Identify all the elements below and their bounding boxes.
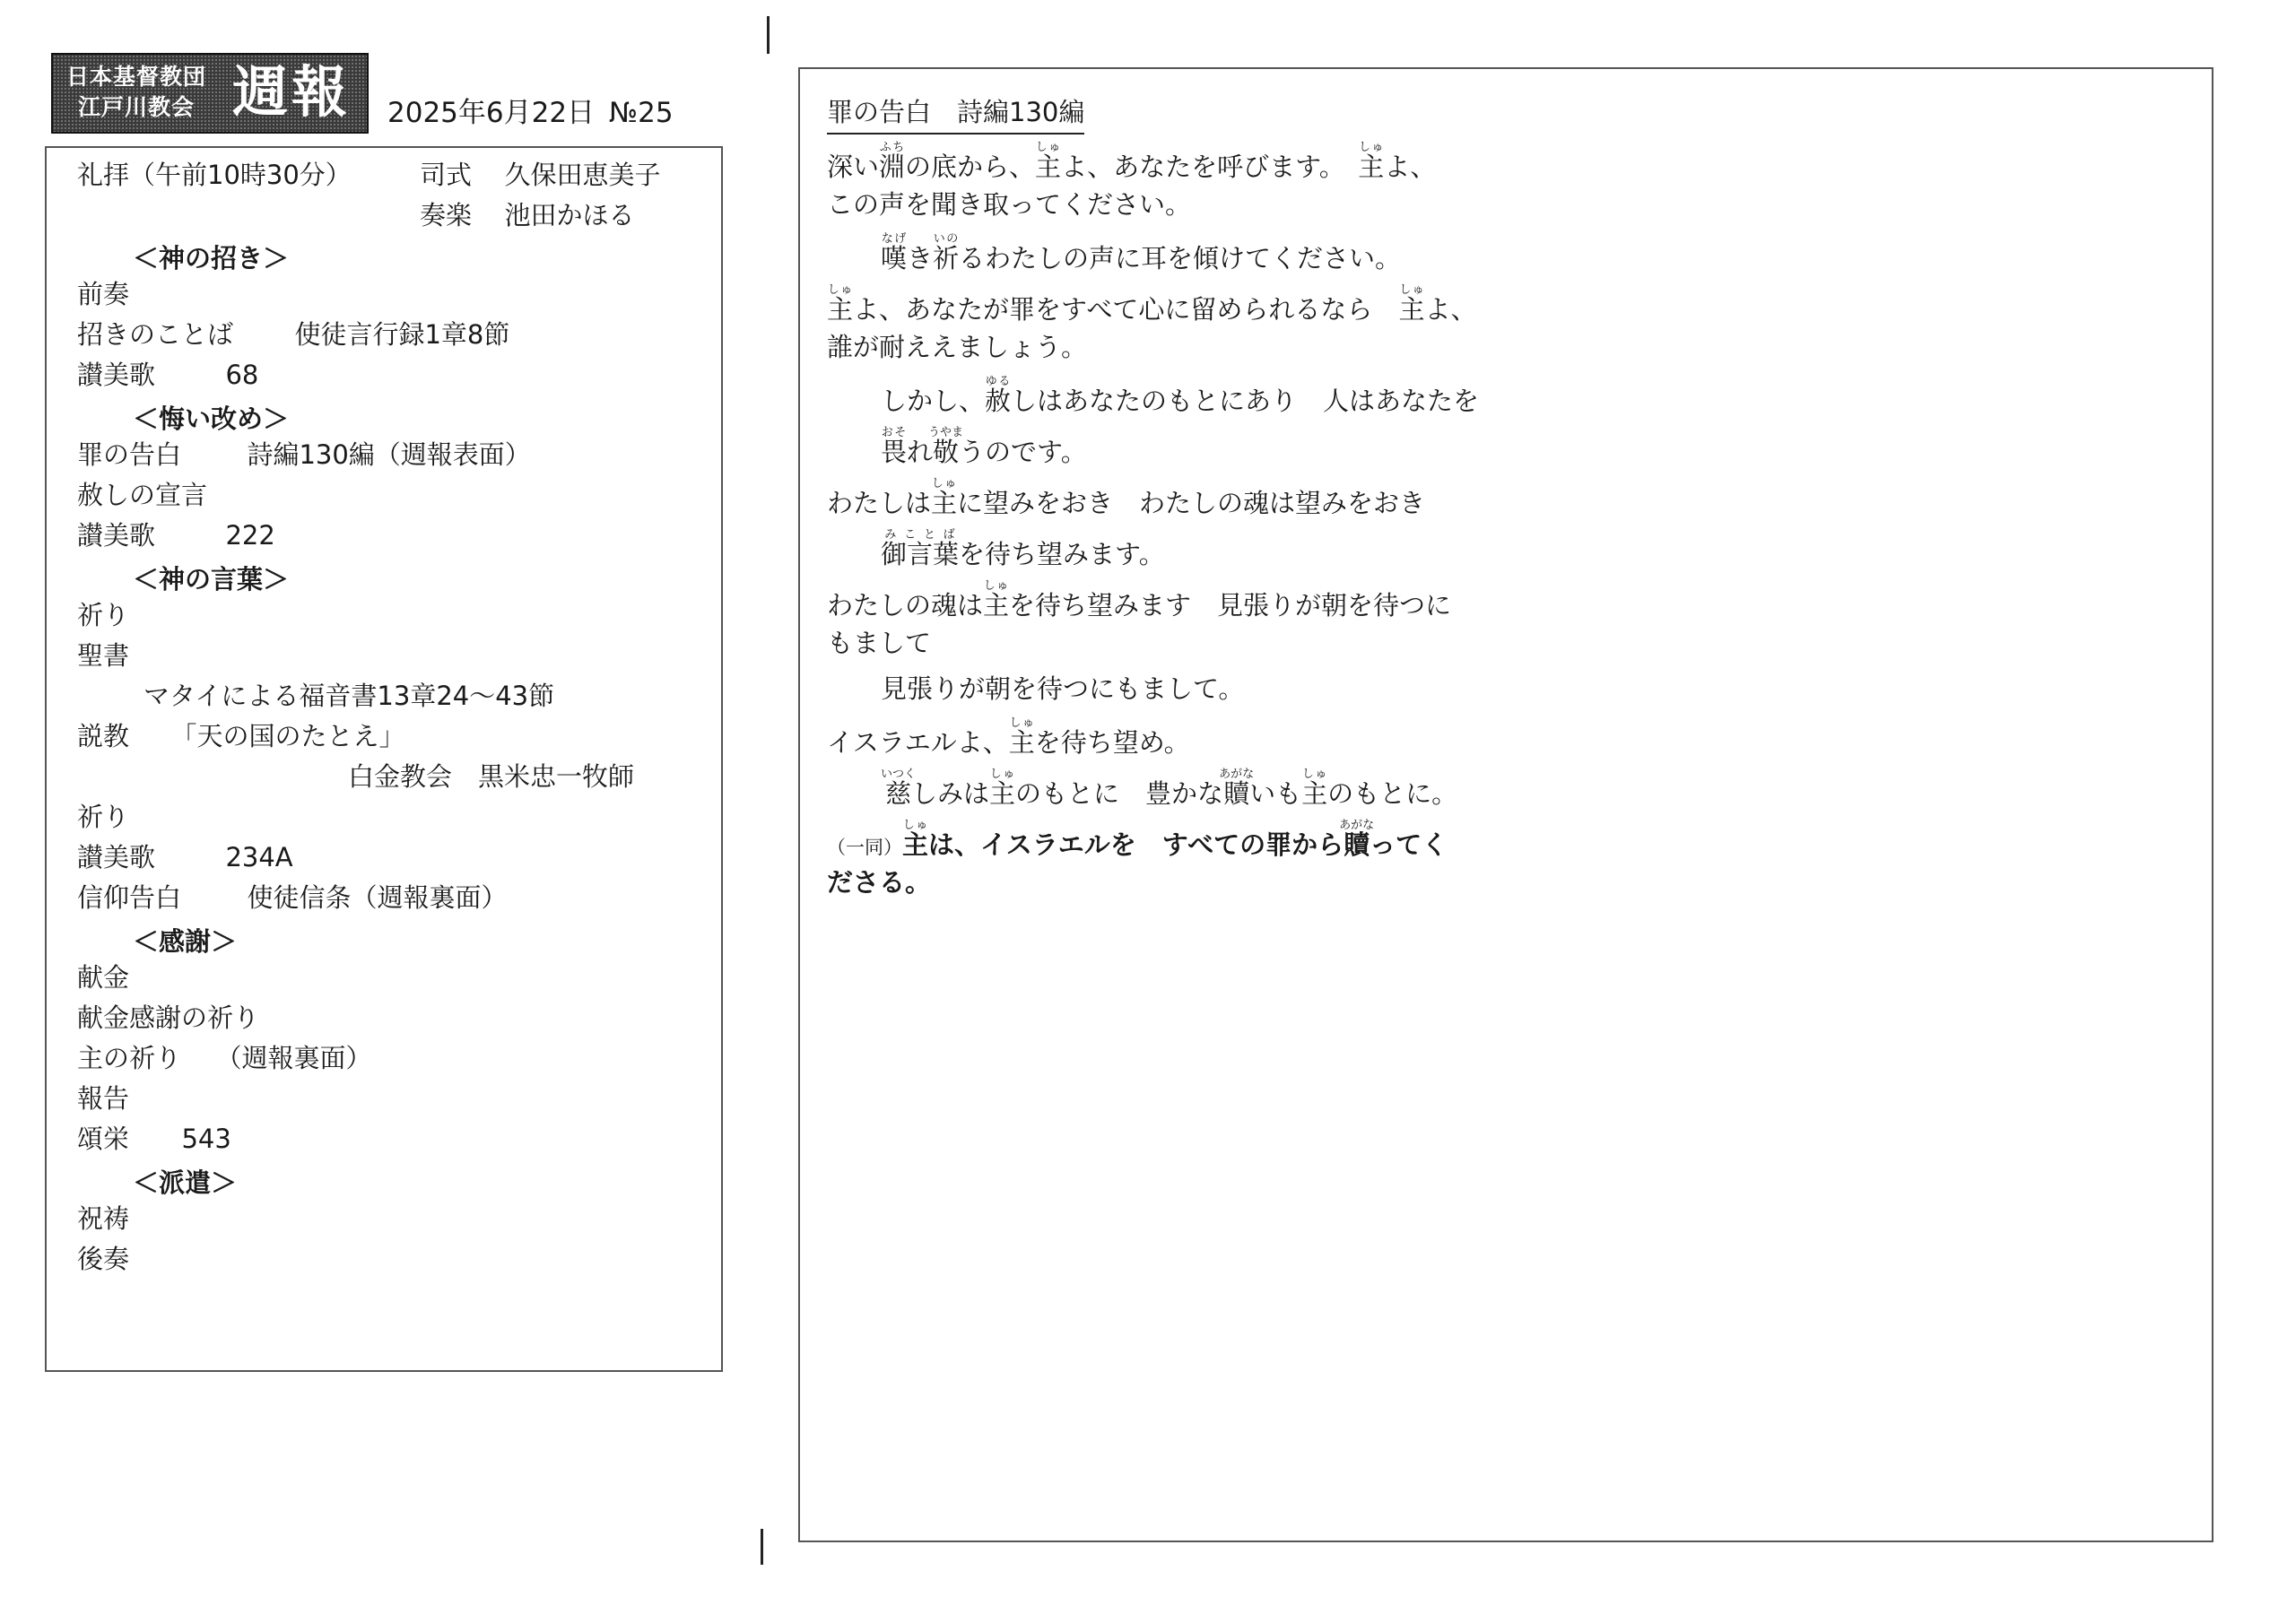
hymn-row-1: [77, 357, 258, 393]
prayer-2: 祈り: [77, 802, 130, 832]
creed-row: [77, 880, 507, 916]
hymn-number: 222: [225, 520, 275, 551]
psalm-line-7: 畏おそれ敬うやまうのです。: [881, 426, 1087, 467]
section-repentance: ＜悔い改め＞: [133, 404, 290, 434]
confession-row: [77, 437, 531, 473]
hymn-number: 68: [225, 360, 259, 390]
psalm-title: 罪の告白 詩編130編: [827, 92, 1084, 135]
benediction: 祝祷: [77, 1203, 130, 1234]
officiant-name: 久保田恵美子: [504, 160, 661, 190]
doxology: 頌栄: [77, 1124, 130, 1154]
organist-row: [420, 197, 634, 233]
psalm-line-1: 深い淵ふちの底から、主しゅよ、あなたを呼びます。 主しゅよ、: [827, 141, 1437, 182]
prayer-1: 祈り: [77, 600, 130, 630]
fold-mark-bottom: [761, 1529, 763, 1565]
doxology-number: 543: [181, 1124, 231, 1154]
psalm-line-12: 見張りが朝を待つにもまして。: [881, 673, 1245, 704]
officiant-row: [420, 157, 660, 193]
hymn-row-2: [77, 517, 275, 553]
hymn-label: 讃美歌: [77, 360, 156, 390]
doxology-row: [77, 1121, 231, 1157]
hymn-label: 讃美歌: [77, 520, 156, 551]
call-to-worship-ref: 使徒言行録1章8節: [294, 319, 510, 350]
church-name-line1: 日本基督教団: [65, 64, 206, 90]
lords-prayer-ref: （週報裏面）: [215, 1043, 372, 1073]
psalm-line-8: わたしは主しゅに望みをおき わたしの魂は望みをおき: [827, 477, 1426, 518]
psalm-line-14: 慈いつくしみは主しゅのもとに 豊かな贖あがないも主しゅのもとに。: [881, 768, 1458, 809]
psalm-line-13: イスラエルよ、主しゅを待ち望め。: [827, 716, 1190, 758]
issue-date: 2025年6月22日: [387, 97, 596, 129]
call-to-worship: 招きのことば: [77, 319, 234, 350]
creed: 信仰告白: [77, 882, 182, 913]
bulletin-title: 週報: [232, 59, 352, 125]
psalm-panel: [798, 67, 2213, 1542]
absolution: 赦しの宣言: [77, 480, 208, 510]
postlude: 後奏: [77, 1244, 130, 1274]
psalm-line-5: 誰が耐ええましょう。: [827, 332, 1088, 362]
sermon-title: 「天の国のたとえ」: [170, 721, 405, 751]
organist-name: 池田かほる: [504, 200, 635, 230]
psalm-line-4: 主しゅよ、あなたが罪をすべて心に留められるなら 主しゅよ、: [827, 283, 1477, 325]
lords-prayer-row: [77, 1040, 371, 1076]
psalm-line-3: 嘆なげき祈いのるわたしの声に耳を傾けてください。: [881, 232, 1402, 273]
psalm-line-10: わたしの魂は主しゅを待ち望みます 見張りが朝を待つに: [827, 579, 1452, 621]
lords-prayer: 主の祈り: [77, 1043, 182, 1073]
psalm-line-9: 御言葉みことばを待ち望みます。: [881, 528, 1165, 569]
masthead: [51, 53, 369, 134]
hymn-row-3: [77, 839, 293, 875]
report: 報告: [77, 1083, 130, 1114]
sermon: 説教: [77, 721, 130, 751]
creed-ref: 使徒信条（週報裏面）: [247, 882, 508, 913]
hymn-label: 讃美歌: [77, 842, 156, 872]
offering-prayer: 献金感謝の祈り: [77, 1002, 260, 1033]
worship-time-row: [77, 157, 352, 193]
hymn-number: 234A: [225, 842, 293, 872]
prelude: 前奏: [77, 279, 130, 309]
section-call: ＜神の招き＞: [133, 243, 290, 273]
section-thanks: ＜感謝＞: [133, 926, 238, 957]
preacher: 白金教会 黒米忠一牧師: [348, 761, 635, 792]
fold-mark-top: [767, 16, 770, 54]
congregation-marker: （一同）: [827, 837, 902, 858]
section-word: ＜神の言葉＞: [133, 564, 290, 595]
organist-label: 奏楽: [420, 200, 473, 230]
scripture-ref: マタイによる福音書13章24〜43節: [144, 681, 555, 711]
psalm-line-6: しかし、赦ゆるしはあなたのもとにあり 人はあなたを: [881, 375, 1480, 416]
officiant-label: 司式: [420, 160, 473, 190]
church-name: [60, 62, 213, 123]
sermon-row: [77, 718, 404, 754]
confession: 罪の告白: [77, 439, 182, 470]
section-sending: ＜派遣＞: [133, 1167, 238, 1198]
scripture: 聖書: [77, 640, 130, 671]
order-of-service: [45, 146, 723, 1372]
call-to-worship-row: [77, 317, 509, 352]
issue-number: №25: [608, 97, 674, 129]
offering: 献金: [77, 962, 130, 993]
psalm-line-2: この声を聞き取ってください。: [827, 189, 1192, 220]
church-name-line2: 江戸川教会: [77, 94, 195, 120]
psalm-line-15-response: （一同）主しゅは、イスラエルを すべての罪から贖あがなってく: [827, 819, 1448, 860]
worship-time: 礼拝（午前10時30分）: [77, 160, 352, 190]
psalm-line-11: もまして: [827, 628, 932, 658]
issue-line: [387, 90, 679, 130]
confession-ref: 詩編130編（週報表面）: [247, 439, 531, 470]
psalm-line-16-response: ださる。: [827, 867, 932, 898]
